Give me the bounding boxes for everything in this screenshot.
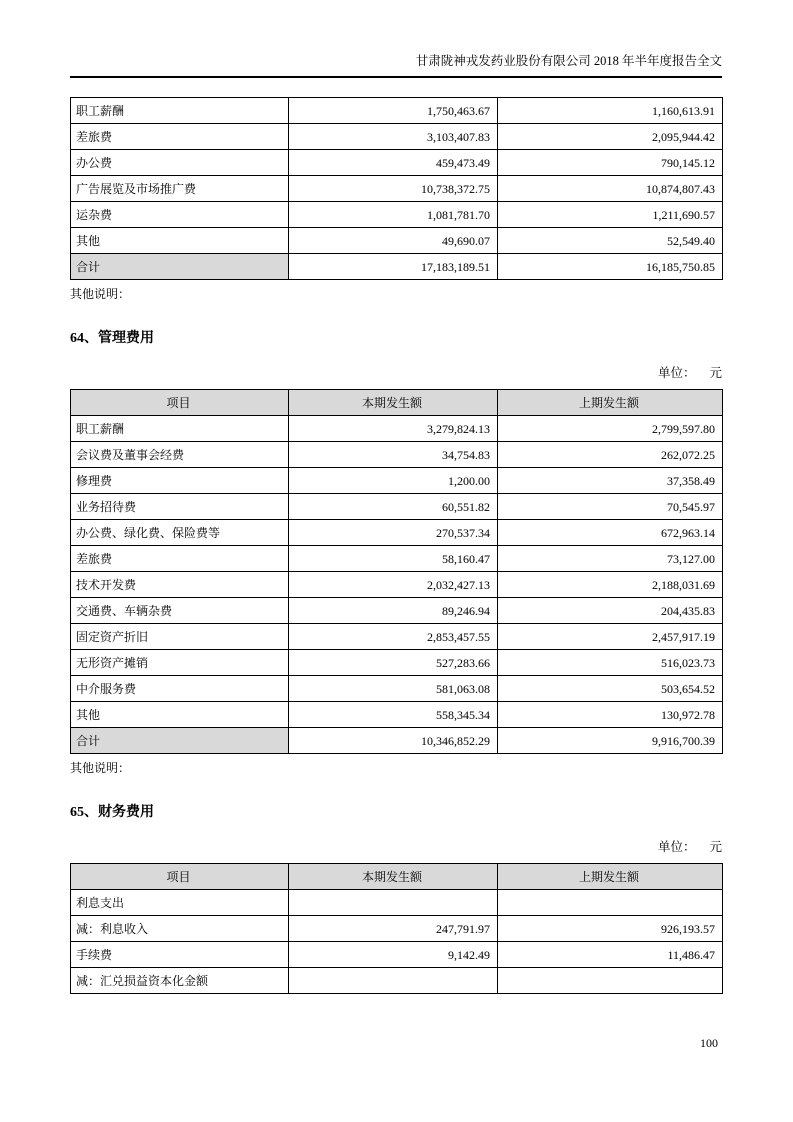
finance-expense-table-body [71, 890, 723, 994]
selling-expense-table [70, 97, 723, 280]
table-row [71, 494, 723, 520]
row-item-cell: 运杂费 [71, 202, 289, 228]
column-header-current-period: 本期发生额 [289, 390, 498, 416]
row-previous-period-cell: 503,654.52 [498, 676, 723, 702]
row-item-cell: 无形资产摊销 [71, 650, 289, 676]
table-row [71, 176, 723, 202]
page-content [70, 0, 722, 994]
row-current-period-cell: 2,853,457.55 [289, 624, 498, 650]
table-row [71, 124, 723, 150]
row-item-cell: 减：利息收入 [71, 916, 289, 942]
row-previous-period-cell: 1,160,613.91 [498, 98, 723, 124]
row-previous-period-cell: 204,435.83 [498, 598, 723, 624]
row-item-cell: 其他 [71, 702, 289, 728]
page-number: 100 [700, 1036, 718, 1050]
table-row [71, 890, 723, 916]
row-item-cell: 会议费及董事会经费 [71, 442, 289, 468]
row-previous-period-cell [498, 890, 723, 916]
unit-line-64 [70, 366, 722, 381]
row-previous-period-cell: 130,972.78 [498, 702, 723, 728]
column-header-item: 项目 [71, 864, 289, 890]
admin-expense-table-body [71, 416, 723, 754]
table-header-row [71, 864, 723, 890]
row-current-period-cell [289, 890, 498, 916]
row-previous-period-cell: 1,211,690.57 [498, 202, 723, 228]
page-header [70, 0, 722, 78]
unit-label: 单位： [657, 840, 696, 854]
table-row [71, 228, 723, 254]
row-previous-period-cell: 10,874,807.43 [498, 176, 723, 202]
table-row [71, 598, 723, 624]
row-item-cell: 合计 [71, 728, 289, 754]
table-row [71, 520, 723, 546]
row-item-cell: 业务招待费 [71, 494, 289, 520]
other-note: 其他说明： [70, 287, 131, 301]
table-row [71, 702, 723, 728]
row-current-period-cell: 10,738,372.75 [289, 176, 498, 202]
row-current-period-cell: 3,103,407.83 [289, 124, 498, 150]
row-previous-period-cell: 70,545.97 [498, 494, 723, 520]
row-previous-period-cell: 73,127.00 [498, 546, 723, 572]
row-current-period-cell: 89,246.94 [289, 598, 498, 624]
table-row [71, 968, 723, 994]
row-current-period-cell: 49,690.07 [289, 228, 498, 254]
row-previous-period-cell: 37,358.49 [498, 468, 723, 494]
row-current-period-cell: 34,754.83 [289, 442, 498, 468]
row-current-period-cell: 3,279,824.13 [289, 416, 498, 442]
row-item-cell: 差旅费 [71, 546, 289, 572]
row-previous-period-cell [498, 968, 723, 994]
column-header-current-period: 本期发生额 [289, 864, 498, 890]
unit-label: 单位： [657, 366, 696, 380]
table-row [71, 150, 723, 176]
row-previous-period-cell: 11,486.47 [498, 942, 723, 968]
row-previous-period-cell: 262,072.25 [498, 442, 723, 468]
row-current-period-cell: 1,081,781.70 [289, 202, 498, 228]
row-current-period-cell: 17,183,189.51 [289, 254, 498, 280]
row-previous-period-cell: 790,145.12 [498, 150, 723, 176]
row-previous-period-cell: 2,457,917.19 [498, 624, 723, 650]
other-note: 其他说明： [70, 761, 131, 775]
table-row [71, 572, 723, 598]
row-previous-period-cell: 16,185,750.85 [498, 254, 723, 280]
column-header-previous-period: 上期发生额 [498, 390, 723, 416]
row-current-period-cell: 558,345.34 [289, 702, 498, 728]
table-row [71, 98, 723, 124]
selling-expense-table-body [71, 98, 723, 280]
unit-line-65 [70, 840, 722, 855]
row-current-period-cell: 58,160.47 [289, 546, 498, 572]
table-row [71, 676, 723, 702]
table-row [71, 546, 723, 572]
table-row [71, 624, 723, 650]
table-row [71, 916, 723, 942]
row-item-cell: 职工薪酬 [71, 98, 289, 124]
row-current-period-cell: 2,032,427.13 [289, 572, 498, 598]
section-64-heading: 64、管理费用 [70, 331, 154, 346]
row-item-cell: 修理费 [71, 468, 289, 494]
unit-value: 元 [709, 366, 722, 380]
row-item-cell: 减：汇兑损益资本化金额 [71, 968, 289, 994]
row-current-period-cell: 60,551.82 [289, 494, 498, 520]
row-previous-period-cell: 926,193.57 [498, 916, 723, 942]
row-previous-period-cell: 9,916,700.39 [498, 728, 723, 754]
row-item-cell: 交通费、车辆杂费 [71, 598, 289, 624]
row-previous-period-cell: 516,023.73 [498, 650, 723, 676]
row-current-period-cell: 270,537.34 [289, 520, 498, 546]
column-header-item: 项目 [71, 390, 289, 416]
admin-expense-table [70, 389, 723, 754]
report-title: 甘肃陇神戎发药业股份有限公司 2018 年半年度报告全文 [415, 54, 722, 68]
row-item-cell: 手续费 [71, 942, 289, 968]
table-row [71, 468, 723, 494]
row-previous-period-cell: 2,095,944.42 [498, 124, 723, 150]
finance-expense-table [70, 863, 723, 994]
row-item-cell: 办公费、绿化费、保险费等 [71, 520, 289, 546]
row-item-cell: 广告展览及市场推广费 [71, 176, 289, 202]
table-row [71, 202, 723, 228]
section-65-heading: 65、财务费用 [70, 805, 154, 820]
row-current-period-cell: 247,791.97 [289, 916, 498, 942]
row-item-cell: 技术开发费 [71, 572, 289, 598]
row-previous-period-cell: 2,188,031.69 [498, 572, 723, 598]
table-total-row [71, 728, 723, 754]
row-current-period-cell: 9,142.49 [289, 942, 498, 968]
row-current-period-cell: 581,063.08 [289, 676, 498, 702]
row-item-cell: 固定资产折旧 [71, 624, 289, 650]
row-previous-period-cell: 52,549.40 [498, 228, 723, 254]
row-current-period-cell: 10,346,852.29 [289, 728, 498, 754]
row-item-cell: 其他 [71, 228, 289, 254]
row-current-period-cell [289, 968, 498, 994]
table-total-row [71, 254, 723, 280]
row-item-cell: 合计 [71, 254, 289, 280]
row-item-cell: 中介服务费 [71, 676, 289, 702]
row-previous-period-cell: 2,799,597.80 [498, 416, 723, 442]
row-current-period-cell: 459,473.49 [289, 150, 498, 176]
row-item-cell: 职工薪酬 [71, 416, 289, 442]
table-row [71, 942, 723, 968]
row-current-period-cell: 527,283.66 [289, 650, 498, 676]
row-item-cell: 差旅费 [71, 124, 289, 150]
table-row [71, 650, 723, 676]
row-item-cell: 利息支出 [71, 890, 289, 916]
unit-value: 元 [709, 840, 722, 854]
table-row [71, 416, 723, 442]
row-current-period-cell: 1,750,463.67 [289, 98, 498, 124]
table-header-row [71, 390, 723, 416]
table-row [71, 442, 723, 468]
row-item-cell: 办公费 [71, 150, 289, 176]
row-current-period-cell: 1,200.00 [289, 468, 498, 494]
row-previous-period-cell: 672,963.14 [498, 520, 723, 546]
column-header-previous-period: 上期发生额 [498, 864, 723, 890]
